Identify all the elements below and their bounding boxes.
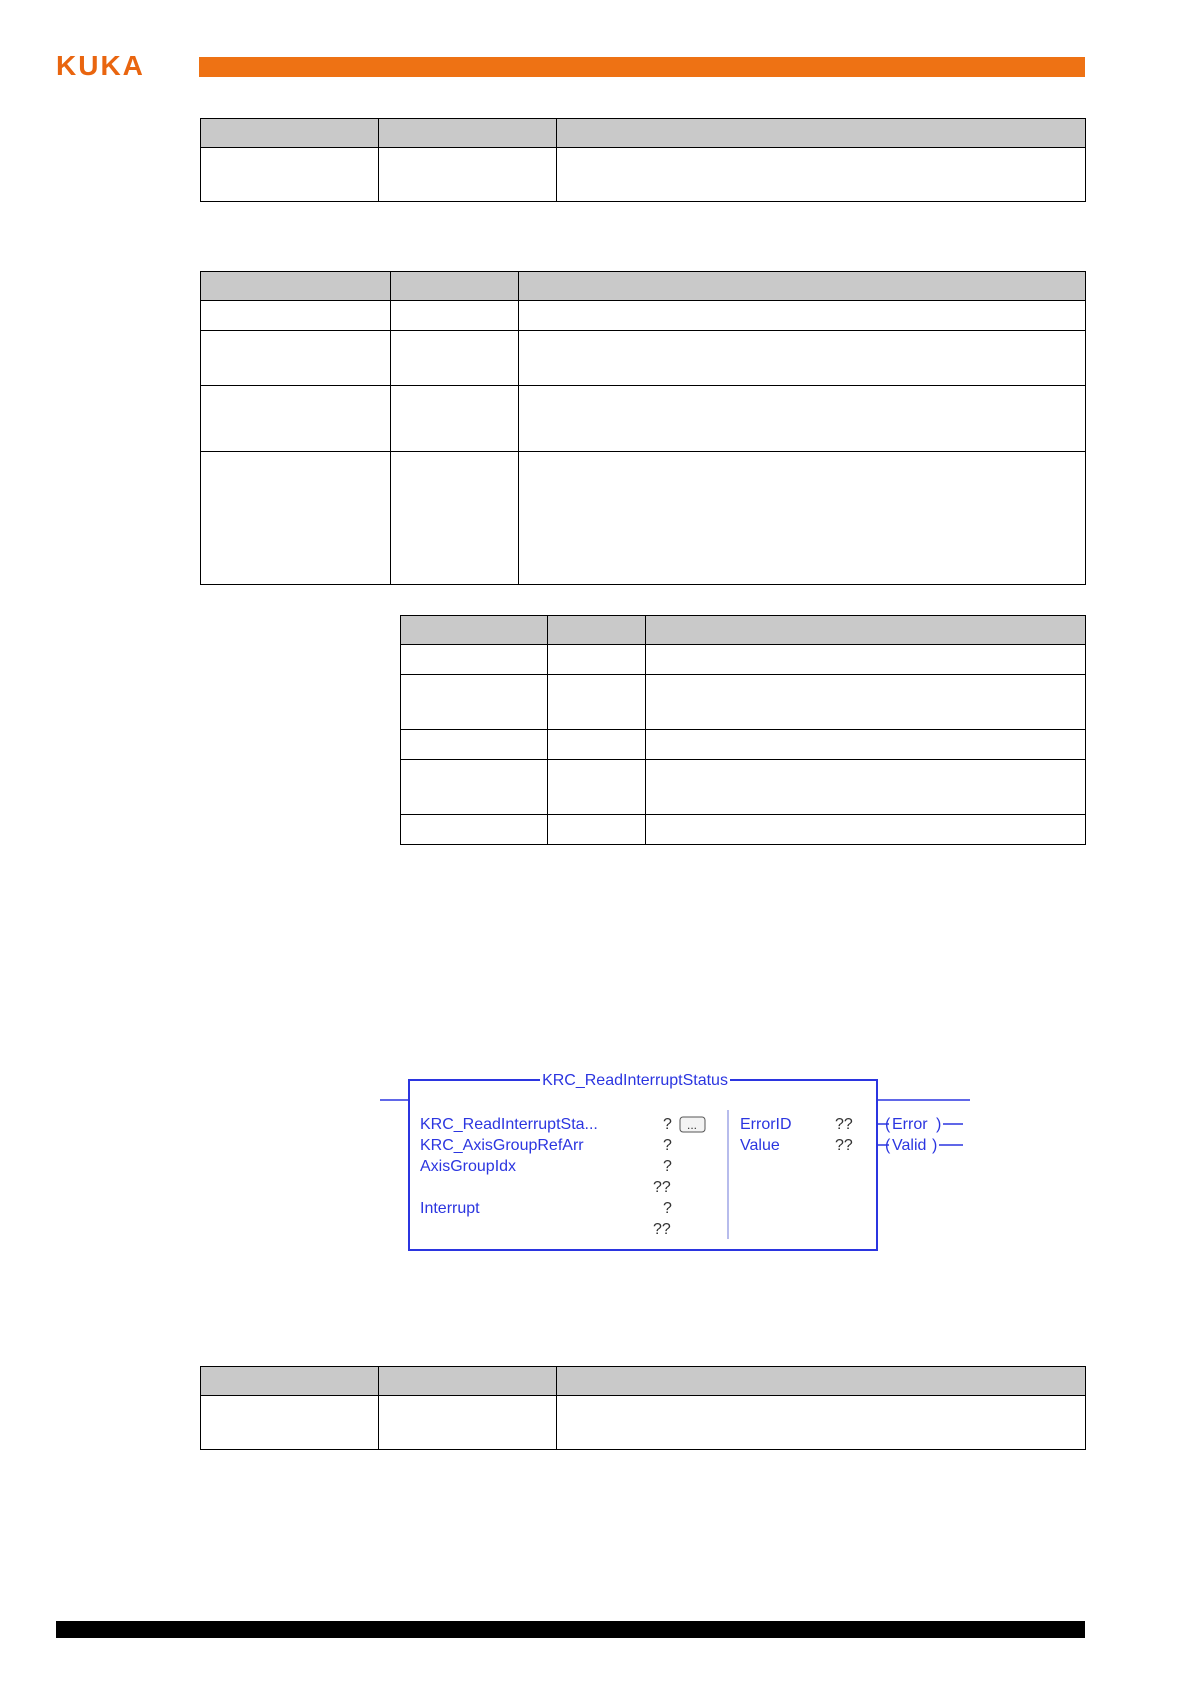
table-row [201, 331, 1086, 386]
browse-button-label: ... [686, 1118, 698, 1132]
output-value: ?? [835, 1116, 853, 1133]
coil-valid-paren-left: ( [885, 1137, 891, 1154]
table-row [401, 730, 1086, 760]
table-2 [200, 271, 1086, 585]
header-bar [199, 57, 1085, 77]
table-row [401, 675, 1086, 730]
table-row [201, 452, 1086, 585]
input-value[interactable]: ? [663, 1200, 672, 1217]
table-header-row [401, 616, 1086, 645]
table-3 [400, 615, 1086, 845]
input-label[interactable]: AxisGroupIdx [420, 1158, 517, 1175]
table-row [401, 815, 1086, 845]
input-value[interactable]: ? [663, 1158, 672, 1175]
input-value[interactable]: ? [663, 1137, 672, 1154]
table-header-row [201, 272, 1086, 301]
coil-error-label: Error [892, 1116, 928, 1133]
output-label[interactable]: Value [740, 1137, 780, 1154]
table-row [201, 1396, 1086, 1450]
input-label[interactable]: Interrupt [420, 1200, 480, 1217]
function-block-title: KRC_ReadInterruptStatus [542, 1072, 728, 1089]
input-label[interactable]: KRC_ReadInterruptSta... [420, 1116, 598, 1133]
table-1 [200, 118, 1086, 202]
table-header-row [201, 1367, 1086, 1396]
footer-bar [56, 1621, 1085, 1638]
coil-valid[interactable] [877, 1137, 963, 1154]
table-row [201, 301, 1086, 331]
table-row [401, 760, 1086, 815]
output-value: ?? [835, 1137, 853, 1154]
coil-error-paren-right: ) [936, 1116, 942, 1133]
input-value[interactable]: ? [663, 1116, 672, 1133]
input-value-secondary: ?? [653, 1221, 671, 1238]
table-row [401, 645, 1086, 675]
output-label[interactable]: ErrorID [740, 1116, 792, 1133]
table-row [201, 386, 1086, 452]
coil-error-paren-left: ( [885, 1116, 891, 1133]
coil-valid-paren-right: ) [932, 1137, 938, 1154]
coil-error[interactable] [877, 1116, 963, 1133]
input-label[interactable]: KRC_AxisGroupRefArr [420, 1137, 584, 1154]
table-header-row [201, 119, 1086, 148]
table-row [201, 148, 1086, 202]
input-value-secondary: ?? [653, 1179, 671, 1196]
table-4 [200, 1366, 1086, 1450]
function-block-diagram [380, 1055, 980, 1265]
kuka-logo: KUKA [56, 50, 145, 81]
coil-valid-label: Valid [892, 1137, 927, 1154]
